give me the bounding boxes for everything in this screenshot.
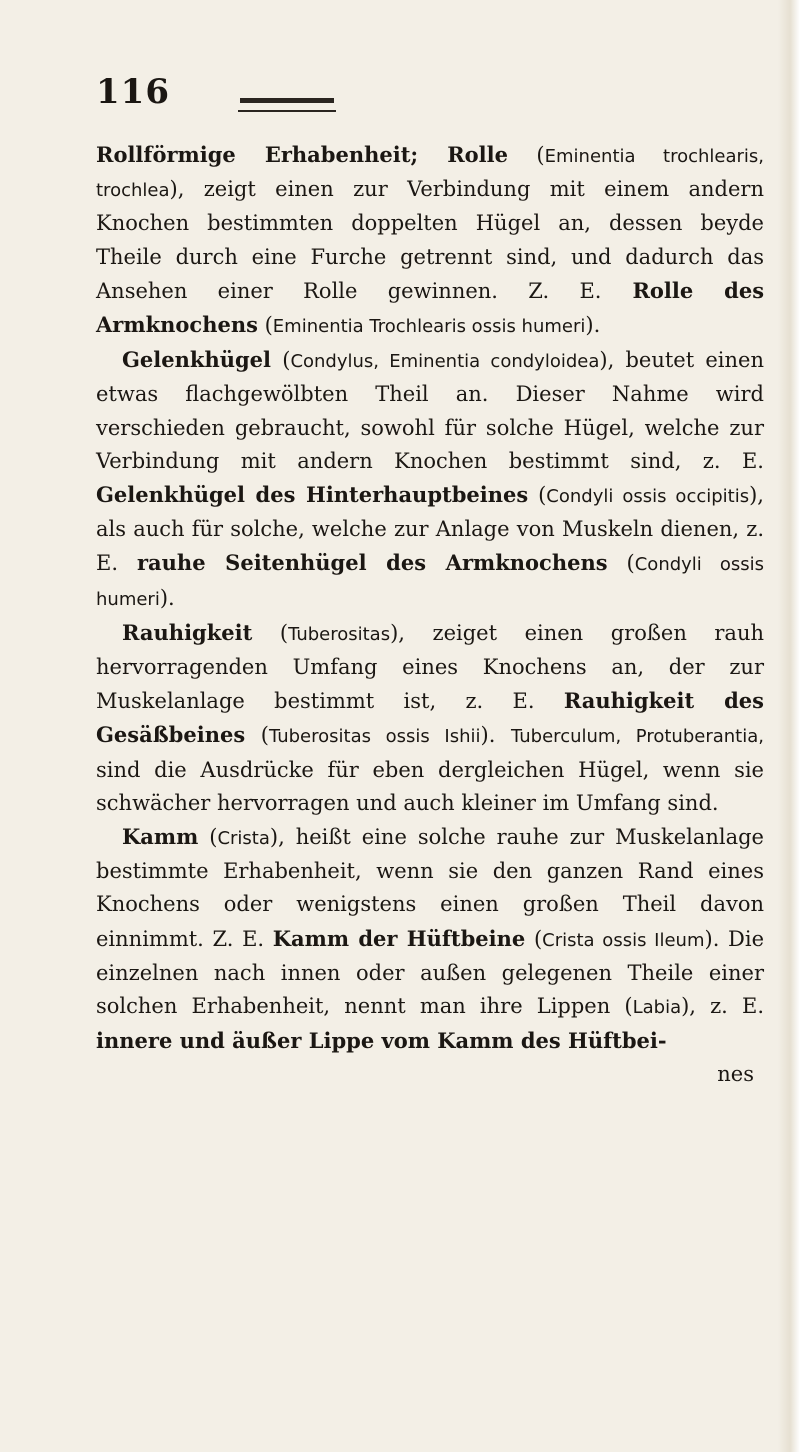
body-text-run: (: [257, 313, 273, 338]
body-text-run: (: [607, 551, 635, 576]
latin-text: Condyli ossis humeri: [96, 554, 764, 610]
paragraph: [96, 343, 764, 616]
latin-text: Eminentia trochlearis, trochlea: [96, 146, 764, 202]
term-text: Gelenkhügel: [122, 347, 272, 373]
page-number: 116: [96, 72, 170, 112]
term-text: Kamm: [122, 824, 199, 850]
body-text-run: ).: [585, 313, 601, 338]
term-text: Rauhigkeit des Gesäßbeines: [96, 688, 764, 748]
body-text-run: ), z. E.: [681, 994, 764, 1019]
term-text: Kamm der Hüftbeine: [272, 925, 526, 951]
body-text-run: ), heißt eine solche rauhe zur Muskelanlage bestimmte Erhabenheit, wenn sie den ganzen Rand eines Knochens oder wenigstens einen großen Theil davon einnimmt. Z. E.: [96, 825, 764, 951]
body-text-run: ), zeigt einen zur Verbindung mit einem andern Knochen bestimmten doppelten Hügel an, dessen beyde Theile durch eine Furche getrennt sind, und dadurch das Ansehen einer Rolle gewinnen.: [96, 177, 764, 303]
catchword: nes: [717, 1062, 754, 1087]
body-text-run: ), beutet einen etwas flachgewölbten Theil an. Dieser Nahme wird verschieden gebraucht, sowohl für solche Hügel, welche zur Verbindung mit andern Knochen bestimmt sind, z. E.: [96, 348, 764, 473]
latin-text: Condylus, Eminentia condyloidea: [290, 351, 600, 373]
paragraph: [96, 138, 764, 343]
latin-text: Tuberositas: [288, 623, 391, 645]
term-text: innere und äußer Lippe vom Kamm des Hüftbei-: [96, 1028, 667, 1054]
body-text-run: ), zeiget einen großen rauh hervorragenden Umfang eines Knochens an, der zur Muskelanlage bestimmt ist, z. E.: [96, 620, 764, 714]
term-text: rauhe Seitenhügel des Armknochens: [136, 550, 608, 576]
latin-text: Tuberositas ossis Ishii: [268, 726, 481, 748]
latin-text: Labia: [632, 997, 682, 1019]
latin-text: Crista: [217, 828, 270, 850]
latin-text: Tuberculum, Protuberantia,: [511, 726, 764, 748]
latin-text: Eminentia Trochlearis ossis humeri: [272, 316, 586, 338]
body-text-run: sind die Ausdrücke für eben dergleichen Hügel, wenn sie schwächer hervorragen und auch kleiner im Umfang sind.: [96, 757, 764, 815]
body-text-run: (: [252, 620, 289, 645]
paragraph: [96, 616, 764, 820]
body-text-run: (: [198, 825, 218, 850]
body-text-run: Z. E.: [528, 278, 602, 303]
body-text: [96, 138, 764, 1092]
body-text-run: ).: [480, 723, 512, 748]
term-text: Rauhigkeit: [122, 619, 253, 645]
body-text-run: (: [525, 926, 543, 951]
body-text-run: ), als auch für solche, welche zur Anlage von Muskeln dienen, z. E.: [96, 483, 764, 576]
term-text: Rolle des Armknochens: [96, 277, 765, 338]
latin-text: Condyli ossis occipitis: [546, 486, 750, 508]
paragraph: [96, 820, 764, 1058]
latin-text: Crista ossis Ileum: [542, 929, 705, 951]
term-text: Rollförmige Erhabenheit; Rolle: [96, 142, 508, 167]
body-text-run: (: [271, 348, 291, 373]
header-rule: [240, 98, 334, 103]
body-text-run: (: [508, 143, 545, 167]
term-text: Gelenkhügel des Hinterhauptbeines: [96, 482, 529, 508]
body-text-run: ).: [159, 585, 175, 610]
body-text-run: (: [528, 483, 547, 508]
body-text-run: ). Die einzelnen nach innen oder außen gelegenen Theile einer solchen Erhabenheit, nennt man ihre Lippen (: [96, 926, 765, 1019]
page-edge: [778, 0, 800, 1452]
header-rule-thin: [238, 110, 336, 112]
body-text-run: (: [245, 723, 269, 748]
